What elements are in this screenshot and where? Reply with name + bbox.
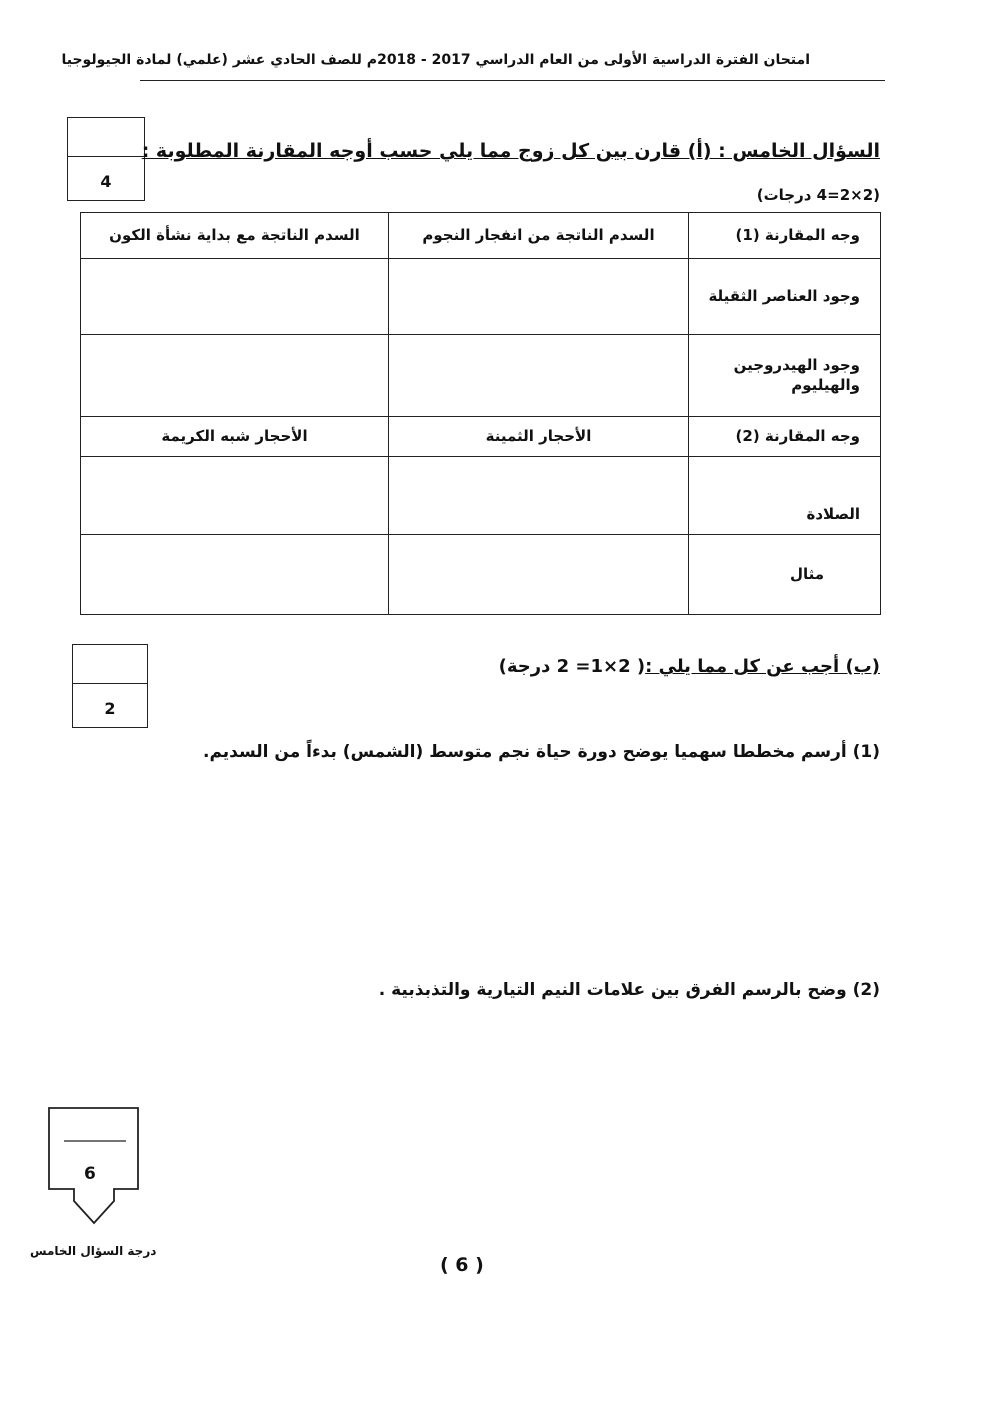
exam-header-title: امتحان الفترة الدراسية الأولى من العام الدراسي 2017 - 2018م للصف الحادي عشر (علمي) لمادة الجيولوجيا xyxy=(61,52,810,68)
page-number: ( 6 ) xyxy=(440,1254,484,1276)
col-header-precious-stones: الأحجار الثمينة xyxy=(389,417,689,457)
table-row xyxy=(81,259,881,335)
score-box-part-a xyxy=(67,117,145,201)
answer-cell[interactable] xyxy=(389,335,689,417)
col-header-exploding-stars: السدم الناتجة من انفجار النجوم xyxy=(389,213,689,259)
table-row xyxy=(81,335,881,417)
question-marks: (2×2=4 درجات) xyxy=(756,186,880,204)
score-box-part-b-value: 2 xyxy=(104,699,116,718)
part-b-title xyxy=(499,656,880,677)
header-divider xyxy=(140,80,885,81)
comparison-table xyxy=(80,212,881,615)
row-label-heavy-elements: وجود العناصر الثقيلة xyxy=(689,259,881,335)
part-b-heading: (ب) أجب عن كل مما يلي : xyxy=(645,656,880,677)
answer-cell[interactable] xyxy=(81,457,389,535)
col-header-early-universe: السدم الناتجة مع بداية نشأة الكون xyxy=(81,213,389,259)
answer-cell[interactable] xyxy=(81,259,389,335)
answer-cell[interactable] xyxy=(389,535,689,615)
question-title: السؤال الخامس : (أ) قارن بين كل زوج مما يلي حسب أوجه المقارنة المطلوبة : xyxy=(141,140,880,162)
total-score-label: درجة السؤال الخامس xyxy=(30,1244,157,1258)
table-row xyxy=(81,535,881,615)
row-label-example: مثال xyxy=(689,535,881,615)
table-header-row xyxy=(81,417,881,457)
score-box-part-b xyxy=(72,644,148,728)
answer-cell[interactable] xyxy=(389,259,689,335)
part-b-item-2: (2) وضح بالرسم الفرق بين علامات النيم التيارية والتذبذبية . xyxy=(378,980,880,1000)
answer-cell[interactable] xyxy=(81,535,389,615)
answer-cell[interactable] xyxy=(81,335,389,417)
row-label-hardness: الصلادة xyxy=(689,457,881,535)
table-header-row xyxy=(81,213,881,259)
aspect-header-2: وجه المقارنة (2) xyxy=(689,417,881,457)
part-b-item-1: (1) أرسم مخططا سهميا يوضح دورة حياة نجم متوسط (الشمس) بدءاً من السديم. xyxy=(203,742,880,762)
score-box-part-a-value: 4 xyxy=(100,172,112,191)
part-b-marks: ( 2×1= 2 درجة) xyxy=(498,656,646,677)
answer-cell[interactable] xyxy=(389,457,689,535)
col-header-semi-precious-stones: الأحجار شبه الكريمة xyxy=(81,417,389,457)
row-label-hydrogen-helium: وجود الهيدروجين والهيليوم xyxy=(689,335,881,417)
aspect-header-1: وجه المقارنة (1) xyxy=(689,213,881,259)
table-row xyxy=(81,457,881,535)
total-score-value: 6 xyxy=(84,1164,96,1184)
